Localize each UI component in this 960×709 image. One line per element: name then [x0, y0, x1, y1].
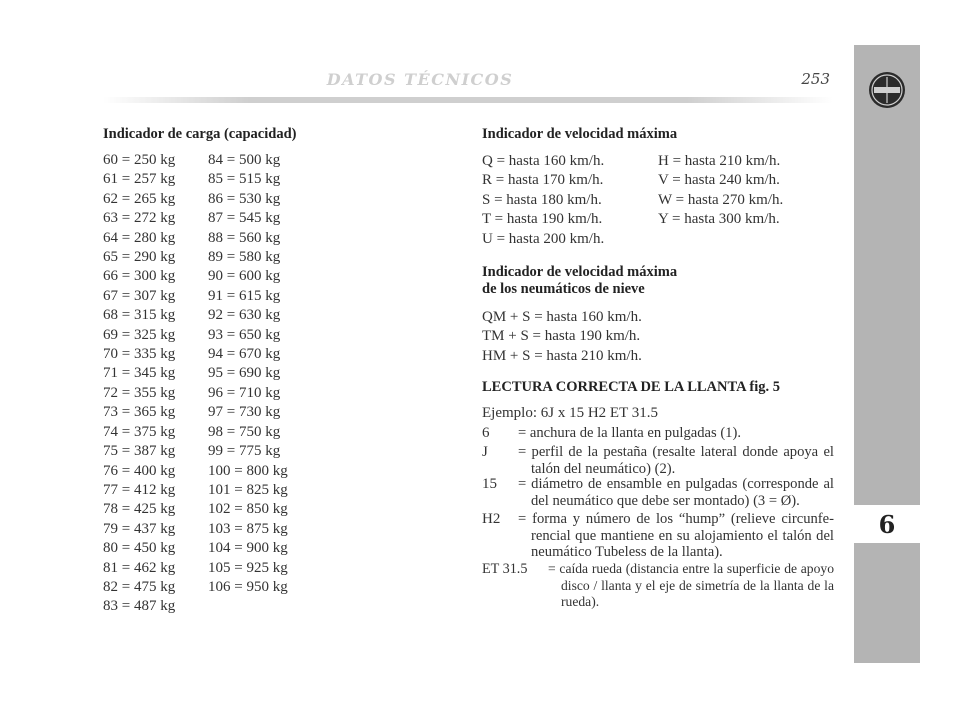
list-item: 77 = 412 kg [103, 481, 176, 498]
list-item: 66 = 300 kg [103, 268, 176, 285]
list-item: 95 = 690 kg [208, 365, 281, 382]
list-item: S = hasta 180 km/h. [482, 191, 602, 208]
rim-definition-term: 15 [482, 476, 497, 492]
list-item: 106 = 950 kg [208, 578, 288, 595]
list-item: 86 = 530 kg [208, 190, 281, 207]
rim-definition-desc: = diámetro de ensamble en pulgadas (corresponde al del neumático que debe ser montado) (3 = Ø). [518, 476, 834, 509]
list-item: 60 = 250 kg [103, 152, 176, 168]
list-item: 104 = 900 kg [208, 540, 288, 557]
list-item: 85 = 515 kg [208, 171, 281, 188]
rim-definition-term: H2 [482, 511, 501, 527]
list-item: 101 = 825 kg [208, 481, 288, 498]
list-item: 93 = 650 kg [208, 326, 281, 343]
list-item: 83 = 487 kg [103, 598, 176, 615]
list-item: 102 = 850 kg [208, 501, 288, 518]
rim-definition-row [482, 444, 834, 477]
list-item: 100 = 800 kg [208, 462, 288, 479]
snow-speed-heading [482, 264, 834, 298]
list-item: 64 = 280 kg [103, 229, 176, 246]
list-item: 81 = 462 kg [103, 559, 176, 576]
list-item: 74 = 375 kg [103, 423, 176, 440]
list-item: U = hasta 200 km/h. [482, 230, 605, 247]
rim-definition-term: 6 [482, 425, 490, 441]
list-item: T = hasta 190 km/h. [482, 211, 603, 228]
list-item: 97 = 730 kg [208, 404, 281, 421]
list-item: 79 = 437 kg [103, 520, 176, 537]
load-index-heading: Indicador de carga (capacidad) [103, 126, 297, 142]
rim-definition-desc: = caída rueda (distancia entre la superficie de apoyo disco / llanta y el eje de simetría de la llanta de la rueda). [548, 561, 834, 609]
list-item: 103 = 875 kg [208, 520, 288, 537]
list-item: 61 = 257 kg [103, 171, 176, 188]
list-item: 84 = 500 kg [208, 152, 281, 168]
list-item: 67 = 307 kg [103, 287, 176, 304]
list-item: 91 = 615 kg [208, 287, 281, 304]
list-item: 87 = 545 kg [208, 210, 281, 227]
list-item: 99 = 775 kg [208, 443, 281, 460]
snow-speed-heading-line-2: de los neumáticos de nieve [482, 281, 645, 297]
header-divider [103, 97, 833, 103]
load-index-column-1 [103, 151, 175, 617]
list-item: 75 = 387 kg [103, 443, 176, 460]
rim-definition-term: ET 31.5 [482, 561, 528, 577]
list-item: W = hasta 270 km/h. [658, 191, 784, 208]
rim-definition-row [482, 476, 834, 509]
list-item: HM + S = hasta 210 km/h. [482, 347, 642, 364]
speed-index-column-2 [658, 152, 783, 230]
rim-definition-row [482, 425, 834, 442]
page-number: 253 [801, 70, 830, 88]
list-item: 105 = 925 kg [208, 559, 288, 576]
load-index-column-2 [208, 151, 288, 597]
list-item: 65 = 290 kg [103, 249, 176, 266]
side-band [854, 45, 920, 663]
list-item: V = hasta 240 km/h. [658, 172, 780, 189]
list-item: R = hasta 170 km/h. [482, 172, 604, 189]
list-item: 62 = 265 kg [103, 190, 176, 207]
list-item: 88 = 560 kg [208, 229, 281, 246]
snow-speed-list [482, 308, 834, 366]
list-item: TM + S = hasta 190 km/h. [482, 328, 641, 345]
list-item: 73 = 365 kg [103, 404, 176, 421]
list-item: 78 = 425 kg [103, 501, 176, 518]
list-item: QM + S = hasta 160 km/h. [482, 309, 642, 325]
speed-index-column-1 [482, 152, 604, 249]
list-item: 76 = 400 kg [103, 462, 176, 479]
list-item: 63 = 272 kg [103, 210, 176, 227]
list-item: 90 = 600 kg [208, 268, 281, 285]
rim-definition-desc: = anchura de la llanta en pulgadas (1). [518, 425, 741, 441]
rim-definition-row [482, 561, 834, 611]
lancia-shield-icon [868, 70, 906, 110]
list-item: 82 = 475 kg [103, 578, 176, 595]
rim-definition-row [482, 511, 834, 561]
list-item: H = hasta 210 km/h. [658, 153, 781, 169]
list-item: 98 = 750 kg [208, 423, 281, 440]
list-item: 80 = 450 kg [103, 540, 176, 557]
speed-index-heading: Indicador de velocidad máxima [482, 126, 678, 142]
list-item: Q = hasta 160 km/h. [482, 153, 605, 169]
page-title: DATOS TÉCNICOS [326, 70, 514, 89]
rim-example: Ejemplo: 6J x 15 H2 ET 31.5 [482, 405, 658, 421]
list-item: Y = hasta 300 km/h. [658, 211, 780, 228]
list-item: 71 = 345 kg [103, 365, 176, 382]
list-item: 69 = 325 kg [103, 326, 176, 343]
list-item: 70 = 335 kg [103, 346, 176, 363]
list-item: 94 = 670 kg [208, 346, 281, 363]
rim-definition-desc: = perfil de la pestaña (resalte lateral donde apoya el talón del neumático) (2). [518, 444, 834, 477]
list-item: 89 = 580 kg [208, 249, 281, 266]
chapter-tab[interactable]: 6 [854, 505, 920, 543]
list-item: 96 = 710 kg [208, 384, 281, 401]
list-item: 68 = 315 kg [103, 307, 176, 324]
snow-speed-heading-line-1: Indicador de velocidad máxima [482, 264, 678, 280]
list-item: 72 = 355 kg [103, 384, 176, 401]
rim-heading: LECTURA CORRECTA DE LA LLANTA fig. 5 [482, 379, 780, 395]
rim-definition-desc: = forma y número de los “hump” (relieve circunferencial que mantiene en su alojamiento el talón del neumático Tubeless de la llanta). [518, 511, 834, 560]
list-item: 92 = 630 kg [208, 307, 281, 324]
rim-definition-term: J [482, 444, 488, 460]
